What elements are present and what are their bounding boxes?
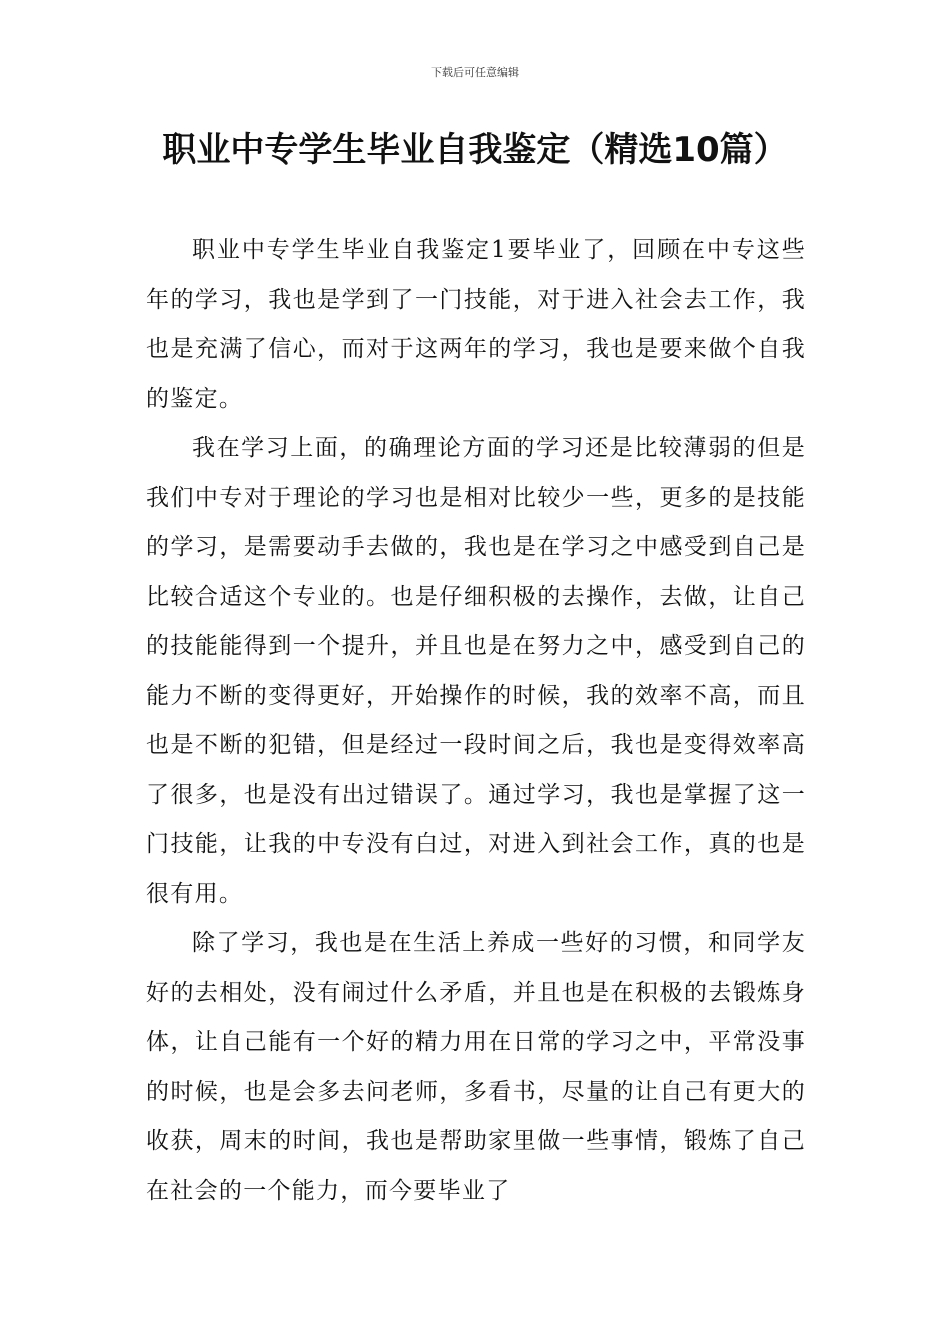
document-body xyxy=(146,226,806,1216)
paragraph-3: 除了学习，我也是在生活上养成一些好的习惯，和同学友好的去相处，没有闹过什么矛盾，并且也是在积极的去锻炼身体，让自己能有一个好的精力用在日常的学习之中，平常没事的时候，也是会多去问老师，多看书，尽量的让自己有更大的收获，周末的时间，我也是帮助家里做一些事情，锻炼了自己在社会的一个能力，而今要毕业了 xyxy=(146,930,806,1204)
document-title: 职业中专学生毕业自我鉴定（精选10篇） xyxy=(162,130,788,170)
paragraph-1: 职业中专学生毕业自我鉴定1要毕业了，回顾在中专这些年的学习，我也是学到了一门技能，对于进入社会去工作，我也是充满了信心，而对于这两年的学习，我也是要来做个自我的鉴定。 xyxy=(146,237,806,412)
paragraph-2: 我在学习上面，的确理论方面的学习还是比较薄弱的但是我们中专对于理论的学习也是相对比较少一些，更多的是技能的学习，是需要动手去做的，我也是在学习之中感受到自己是比较合适这个专业的。也是仔细积极的去操作，去做，让自己的技能能得到一个提升，并且也是在努力之中，感受到自己的能力不断的变得更好，开始操作的时候，我的效率不高，而且也是不断的犯错，但是经过一段时间之后，我也是变得效率高了很多，也是没有出过错误了。通过学习，我也是掌握了这一门技能，让我的中专没有白过，对进入到社会工作，真的也是很有用。 xyxy=(146,435,806,907)
header-note: 下载后可任意编辑 xyxy=(431,66,519,79)
